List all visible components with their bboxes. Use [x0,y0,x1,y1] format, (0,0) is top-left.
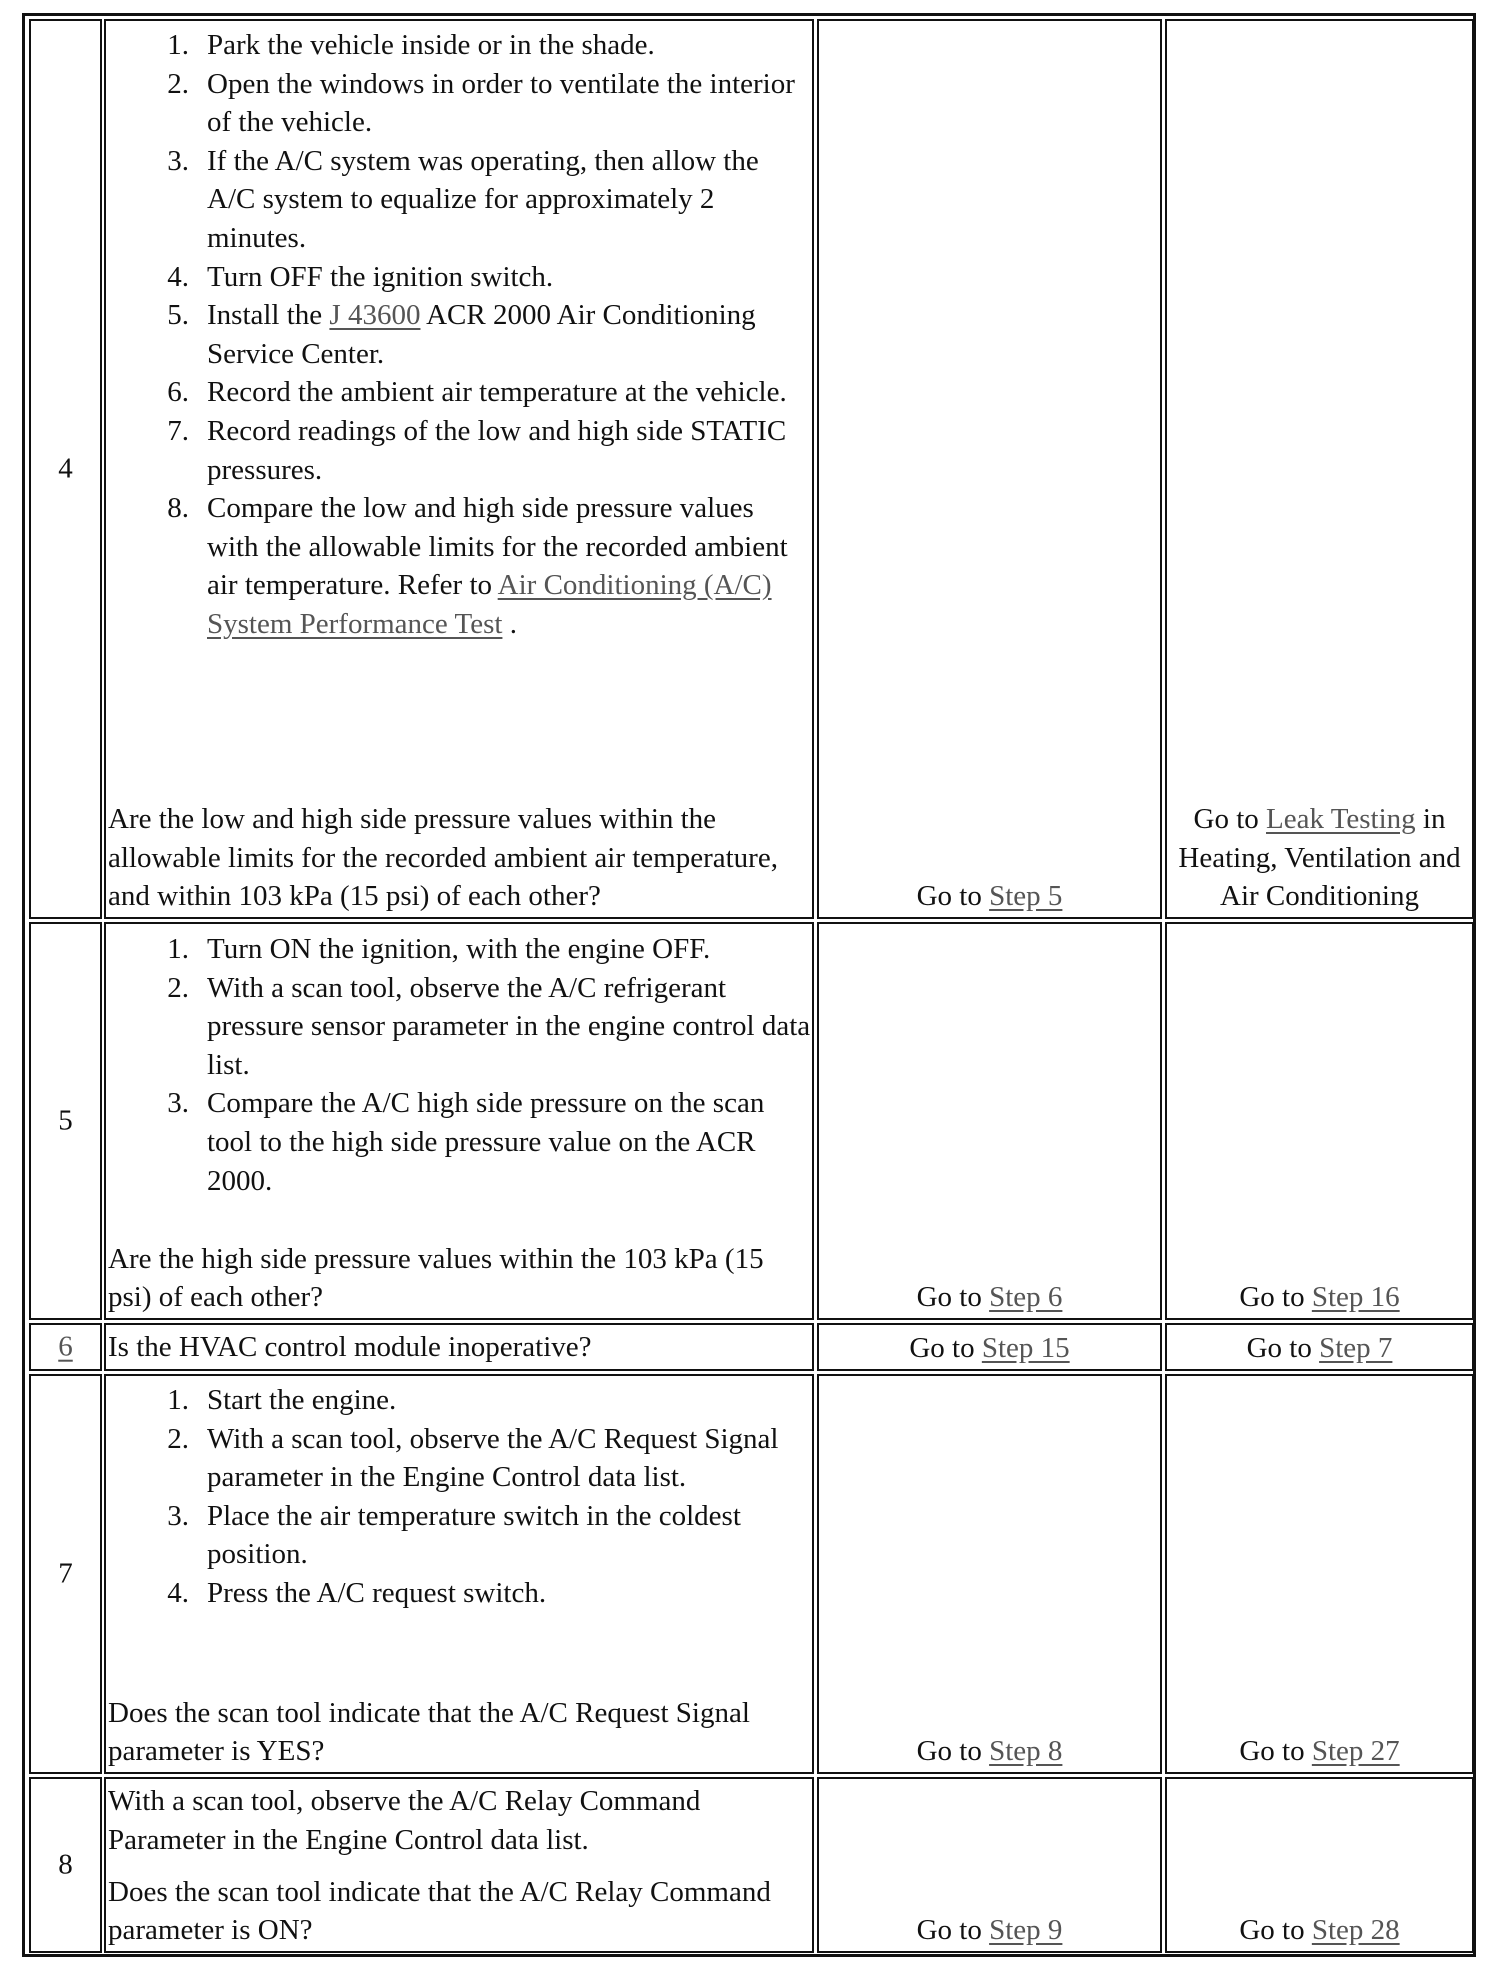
step-number-link[interactable]: 6 [58,1330,73,1363]
yes-result: Go to Step 9 [916,1914,1063,1947]
action-cell-5 [104,922,814,1320]
action-item: 8. Compare the low and high side pressure values with the allowable limits for the recorded ambient air temperature. Refer to Air Conditioning (A/C) System Performance Test . [167,492,788,640]
action-list [106,1381,812,1613]
action-item: 3. If the A/C system was operating, then allow the A/C system to equalize for approximately 2 minutes. [167,144,759,254]
action-item: 2. Open the windows in order to ventilate the interior of the vehicle. [167,67,795,139]
action-item: 6. Record the ambient air temperature at the vehicle. [167,376,787,409]
no-result: Go to Step 27 [1239,1735,1400,1768]
step-cell-6 [29,1323,102,1371]
step-cell-7 [29,1374,102,1774]
yes-result: Go to Step 15 [909,1332,1070,1365]
action-item: 2. With a scan tool, observe the A/C Request Signal parameter in the Engine Control data list. [167,1422,779,1494]
step-question: Are the high side pressure values within the 103 kPa (15 psi) of each other? [108,1242,764,1314]
action-list [106,26,812,644]
action-item: 3. Compare the A/C high side pressure on the scan tool to the high side pressure value on the ACR 2000. [167,1087,765,1197]
action-cell-4 [104,19,814,919]
step-instruction: With a scan tool, observe the A/C Relay Command Parameter in the Engine Control data list. [108,1785,701,1856]
yes-cell-6 [817,1323,1162,1371]
no-result: Go to Step 28 [1239,1914,1400,1947]
step-question: Are the low and high side pressure values within the allowable limits for the recorded ambient air temperature, and within 103 kPa (15 psi) of each other? [108,803,778,913]
step-cell-4 [29,19,102,919]
yes-cell-7 [817,1374,1162,1774]
goto-step-27-link[interactable]: Step 27 [1311,1735,1400,1768]
action-cell-7 [104,1374,814,1774]
action-item: 2. With a scan tool, observe the A/C refrigerant pressure sensor parameter in the engine control data list. [167,971,811,1081]
leak-testing-link[interactable]: Leak Testing [1266,803,1416,836]
action-item: 4. Press the A/C request switch. [167,1576,547,1609]
action-item: 5. Install the J 43600 ACR 2000 Air Conditioning Service Center. [167,299,756,370]
goto-step-15-link[interactable]: Step 15 [981,1332,1070,1365]
goto-step-16-link[interactable]: Step 16 [1311,1281,1400,1314]
step-question: Is the HVAC control module inoperative? [108,1331,592,1363]
goto-step-9-link[interactable]: Step 9 [989,1914,1063,1947]
step-question: Does the scan tool indicate that the A/C Request Signal parameter is YES? [108,1696,750,1768]
no-cell-5 [1165,922,1474,1320]
no-cell-6 [1165,1323,1474,1371]
step-number: 4 [58,452,73,485]
tool-link-j43600[interactable]: J 43600 [329,299,421,332]
action-item: 7. Record readings of the low and high side STATIC pressures. [167,414,787,486]
step-cell-5 [29,922,102,1320]
action-item: 1. Turn ON the ignition, with the engine OFF. [167,933,711,965]
step-number: 8 [58,1848,73,1881]
step-number: 7 [58,1557,73,1590]
action-item: 1. Park the vehicle inside or in the shade. [167,29,655,61]
no-cell-8 [1165,1777,1474,1953]
yes-result: Go to Step 5 [916,880,1063,913]
performance-test-link[interactable]: Air Conditioning (A/C) System Performance Test [207,569,772,640]
goto-step-8-link[interactable]: Step 8 [989,1735,1063,1768]
yes-result: Go to Step 6 [916,1281,1063,1314]
no-cell-4 [1165,19,1474,919]
yes-result: Go to Step 8 [916,1735,1063,1768]
goto-step-6-link[interactable]: Step 6 [989,1281,1063,1314]
yes-cell-4 [817,19,1162,919]
action-item: 4. Turn OFF the ignition switch. [167,260,554,293]
yes-cell-8 [817,1777,1162,1953]
step-question: Does the scan tool indicate that the A/C Relay Command parameter is ON? [108,1875,771,1947]
step-cell-8 [29,1777,102,1953]
action-item: 3. Place the air temperature switch in the coldest position. [167,1499,741,1571]
action-cell-6 [104,1323,814,1371]
goto-step-7-link[interactable]: Step 7 [1319,1332,1393,1365]
no-result: Go to Leak Testing in Heating, Ventilation and Air Conditioning [1178,803,1461,913]
no-result: Go to Step 7 [1246,1332,1393,1365]
no-cell-7 [1165,1374,1474,1774]
goto-step-5-link[interactable]: Step 5 [989,880,1063,913]
no-result: Go to Step 16 [1239,1281,1400,1314]
yes-cell-5 [817,922,1162,1320]
action-cell-8 [104,1777,814,1953]
goto-step-28-link[interactable]: Step 28 [1311,1914,1400,1947]
action-item: 1. Start the engine. [167,1384,397,1416]
step-number: 5 [58,1104,73,1137]
action-list [106,930,812,1200]
